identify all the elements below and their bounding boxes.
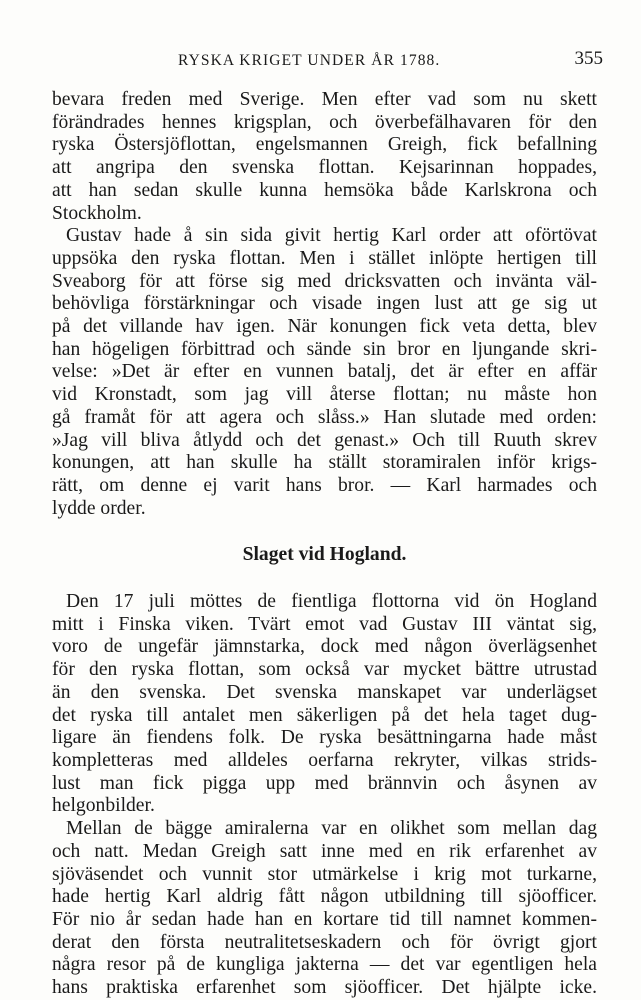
text-line: behövliga förstärkningar och visade ingen lust att ge sig ut (52, 293, 597, 315)
text-line: vid Kronstadt, som jag vill återse flottan; nu måste hon (52, 384, 597, 406)
text-line: kompletteras med alldeles oerfarna rekryter, vilkas strids- (52, 749, 597, 771)
text-line: hade hertig Karl aldrig fått någon utbildning till sjöofficer. (52, 886, 597, 908)
text-line: för den ryska flottan, som också var mycket bättre utrustad (52, 659, 597, 681)
text-line: sjöväsendet och vunnit stor utmärkelse i krig mot turkarne, (52, 863, 597, 885)
text-line: velse: »Det är efter en vunnen batalj, det är efter en affär (52, 361, 597, 383)
text-line: förändrades hennes krigsplan, och överbefälhavaren för den (52, 111, 597, 133)
text-line: att angripa den svenska flottan. Kejsarinnan hoppades, (52, 157, 597, 179)
text-line: på det villande hav igen. När konungen fick veta detta, blev (52, 316, 597, 338)
text-line: det ryska till antalet men säkerligen på det hela taget dug- (52, 704, 597, 726)
text-line: hans praktiska erfarenhet som sjöofficer. Det hjälpte icke. (52, 977, 597, 999)
text-line: han högeligen förbittrad och sände sin bror en ljungande skri- (52, 338, 597, 360)
text-line: ryska Östersjöflottan, engelsmannen Greigh, fick befallning (52, 134, 597, 156)
page-header (52, 48, 603, 72)
text-line: »Jag vill bliva åtlydd och det genast.» Och till Ruuth skrev (52, 429, 597, 451)
text-line: än den svenska. Det svenska manskapet var underlägset (52, 681, 597, 703)
text-line: gå framåt för att agera och slåss.» Han slutade med orden: (52, 406, 597, 428)
text-line: rätt, om denne ej varit hans bror. — Karl harmades och (52, 474, 597, 496)
page-number: 355 (574, 48, 603, 69)
text-line: att han sedan skulle kunna hemsöka både Karlskrona och (52, 179, 597, 201)
text-line: bevara freden med Sverige. Men efter vad som nu skett (52, 89, 597, 110)
text-line: För nio år sedan hade han en kortare tid till namnet kommen- (52, 908, 597, 930)
text-line: några resor på de kungliga jakterna — det var egentligen hela (52, 954, 597, 976)
text-line: konungen, att han skulle ha ställt storamiralen inför krigs- (52, 452, 597, 474)
text-line: voro de ungefär jämnstarka, dock med någon överlägsenhet (52, 636, 597, 658)
text-line: uppsöka den ryska flottan. Men i stället inlöpte hertigen till (52, 247, 597, 269)
paragraph (52, 818, 597, 1000)
paragraph (52, 89, 597, 225)
text-line: Den 17 juli möttes de fientliga flottorna vid ön Hogland (66, 591, 597, 613)
body-text (52, 89, 597, 1000)
text-line: Mellan de bägge amiralerna var en olikhet som mellan dag (66, 818, 597, 840)
text-line: Gustav hade å sin sida givit hertig Karl order att oförtövat (66, 225, 597, 247)
paragraph (52, 591, 597, 818)
text-line: derat den första neutralitetseskadern och för övrigt gjort (52, 931, 597, 953)
text-line: helgonbilder. (52, 795, 155, 817)
text-line: ligare än fiendens folk. De ryska besättningarna hade måst (52, 727, 597, 749)
text-line: Sveaborg för att förse sig med dricksvatten och invänta väl- (52, 270, 597, 292)
text-line: lust man fick pigga upp med brännvin och åsynen av (52, 772, 597, 794)
text-line: och natt. Medan Greigh satt inne med en rik erfarenhet av (52, 840, 597, 862)
section-heading: Slaget vid Hogland. (242, 544, 407, 566)
text-line: lydde order. (52, 497, 146, 519)
running-title: RYSKA KRIGET UNDER ÅR 1788. (178, 52, 441, 69)
text-line: mitt i Finska viken. Tvärt emot vad Gustav III väntat sig, (52, 613, 597, 635)
text-line: Stockholm. (52, 202, 142, 224)
paragraph (52, 225, 597, 520)
